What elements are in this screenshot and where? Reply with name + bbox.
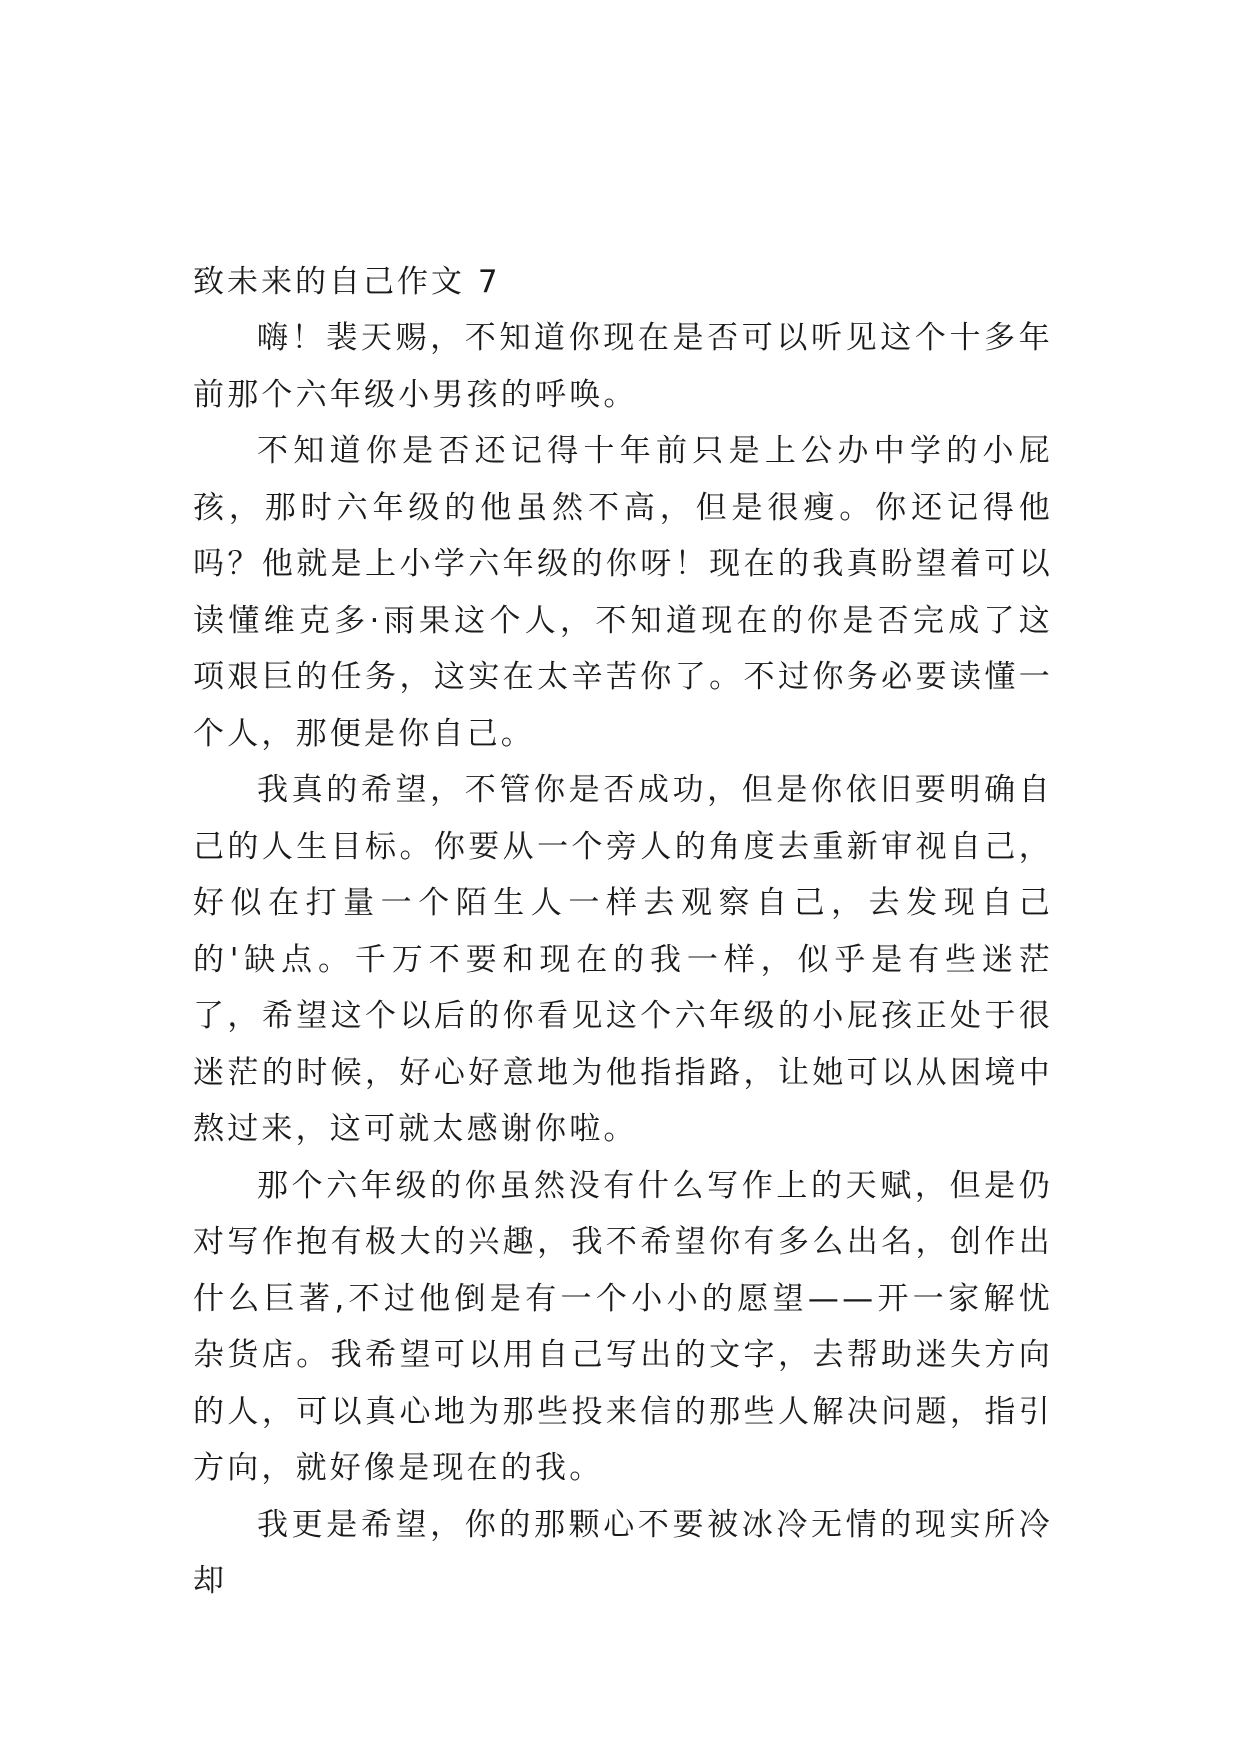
paragraph: 那个六年级的你虽然没有什么写作上的天赋，但是仍对写作抱有极大的兴趣，我不希望你有多么出名，创作出什么巨著,不过他倒是有一个小小的愿望——开一家解忧杂货店。我希望可以用自己写出的文字，去帮助迷失方向的人，可以真心地为那些投来信的那些人解决问题，指引方向，就好像是现在的我。	[193, 1167, 1053, 1486]
document-page	[193, 254, 1053, 1610]
paragraph: 不知道你是否还记得十年前只是上公办中学的小屁孩，那时六年级的他虽然不高，但是很瘦。你还记得他吗？他就是上小学六年级的你呀！现在的我真盼望着可以读懂维克多·雨果这个人，不知道现在的你是否完成了这项艰巨的任务，这实在太辛苦你了。不过你务必要读懂一个人，那便是你自己。	[193, 433, 1053, 752]
paragraph: 嗨！裴天赐，不知道你现在是否可以听见这个十多年前那个六年级小男孩的呼唤。	[193, 320, 1053, 413]
document-title: 致未来的自己作文 7	[193, 264, 501, 300]
paragraph: 我更是希望，你的那颗心不要被冰冷无情的现实所冷却	[193, 1506, 1053, 1599]
paragraph: 我真的希望，不管你是否成功，但是你依旧要明确自己的人生目标。你要从一个旁人的角度去重新审视自己，好似在打量一个陌生人一样去观察自己，去发现自己的'缺点。千万不要和现在的我一样，似乎是有些迷茫了，希望这个以后的你看见这个六年级的小屁孩正处于很迷茫的时候，好心好意地为他指指路，让她可以从困境中熬过来，这可就太感谢你啦。	[193, 772, 1053, 1147]
